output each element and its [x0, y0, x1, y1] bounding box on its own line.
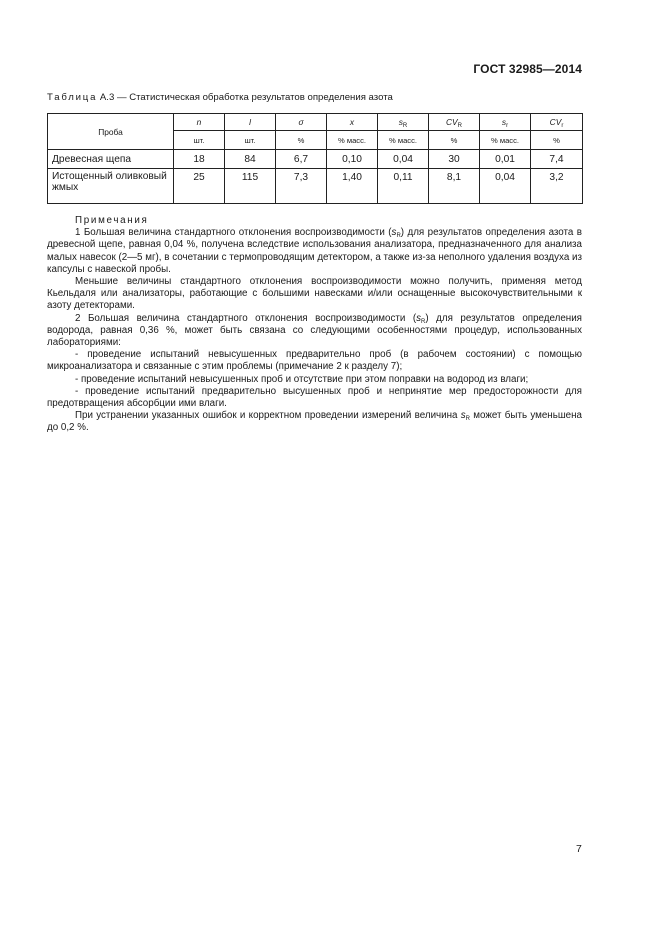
statistics-table: [47, 113, 583, 204]
unit-CVr: %: [531, 131, 583, 150]
cell-sigma: 6,7: [276, 150, 327, 169]
unit-sR: % масс.: [378, 131, 429, 150]
cell-CVr: 3,2: [531, 169, 583, 204]
row-sample-name: Древесная щепа: [48, 150, 174, 169]
note-2-item: - проведение испытаний невысушенных предварительно проб (в рабочем состоянии) с помощью микроанализатора и связанные с этим проблемы (примечание 2 к разделу 7);: [47, 349, 582, 373]
note-2-item: - проведение испытаний невысушенных проб и отсутствие при этом поправки на водород из влаги;: [75, 373, 529, 385]
note-1-continued: Меньшие величины стандартного отклонения воспроизводимости можно получить, применяя метод Кьельдаля или анализаторы, работающие с большими навесками и/или оснащенные высокочувствительными к азоту детекторами.: [47, 276, 582, 312]
table-row: [48, 150, 583, 169]
unit-CVR: %: [429, 131, 480, 150]
cell-l: 115: [225, 169, 276, 204]
header-sR: $s_R$: [378, 114, 429, 131]
table-row: [48, 169, 583, 204]
header-x: x: [327, 114, 378, 131]
unit-sigma: %: [276, 131, 327, 150]
table-caption-label: Таблица: [47, 92, 98, 103]
notes-section: [47, 215, 582, 435]
cell-sr: 0,04: [480, 169, 531, 204]
header-CVr: $CV_r$: [531, 114, 583, 131]
note-2: 2 Большая величина стандартного отклонения воспроизводимости $(s_R)$ для результатов определения водорода, равная 0,36 %, может быть связана со следующими особенностями процедур, использованных лабораториями:: [47, 312, 582, 349]
cell-sR: 0,11: [378, 169, 429, 204]
table-caption-title: — Статистическая обработка результатов определения азота: [114, 92, 393, 103]
unit-x: % масс.: [327, 131, 378, 150]
sample-header: Проба: [48, 114, 174, 150]
cell-sr: 0,01: [480, 150, 531, 169]
notes-title: Примечания: [75, 215, 149, 226]
cell-n: 18: [174, 150, 225, 169]
cell-sigma: 7,3: [276, 169, 327, 204]
note-1: 1 Большая величина стандартного отклонения воспроизводимости $(s_R)$ для результатов определения азота в древесной щепе, равная 0,04 %, получена вследствие использования анализатора, предназначенного для анализа малых навесок (2—5 мг), в сочетании с термопроводящим детектором, а также из-за неполного удаления воздуха из капсулы с навеской пробы.: [47, 227, 582, 275]
unit-n: шт.: [174, 131, 225, 150]
note-2-item: - проведение испытаний предварительно высушенных проб и непринятие мер предосторожности для предотвращения абсорбции ими влаги.: [47, 385, 582, 410]
header-CVR: $CV_R$: [429, 114, 480, 131]
table-caption-number: А.3: [97, 92, 115, 103]
unit-l: шт.: [225, 131, 276, 150]
cell-sR: 0,04: [378, 150, 429, 169]
cell-l: 84: [225, 150, 276, 169]
header-n: n: [174, 114, 225, 131]
cell-CVr: 7,4: [531, 150, 583, 169]
row-sample-name: Истощенный оливковый жмых: [48, 169, 174, 204]
cell-x: 1,40: [327, 169, 378, 204]
cell-x: 0,10: [327, 150, 378, 169]
header-sr: $s_r$: [480, 114, 531, 131]
table-header-row: [48, 114, 583, 131]
document-id: ГОСТ 32985—2014: [473, 62, 582, 76]
table-caption: [47, 92, 393, 103]
note-2-conclusion: При устранении указанных ошибок и корректном проведении измерений величина $s_R$ может быть уменьшена до 0,2 %.: [47, 410, 582, 434]
cell-n: 25: [174, 169, 225, 204]
unit-sr: % масс.: [480, 131, 531, 150]
header-sigma: σ: [276, 114, 327, 131]
cell-CVR: 8,1: [429, 169, 480, 204]
header-l: l: [225, 114, 276, 131]
page-number: 7: [576, 843, 582, 855]
cell-CVR: 30: [429, 150, 480, 169]
